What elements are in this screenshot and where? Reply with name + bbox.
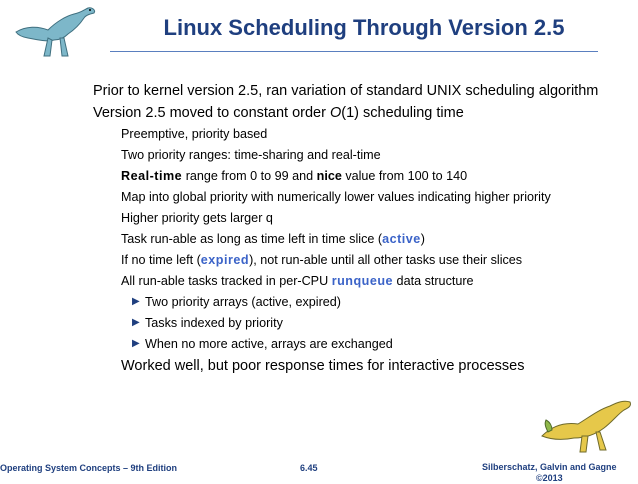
item-higher-priority: Higher priority gets larger q (121, 211, 273, 225)
footer-left-text: Operating System Concepts – 9th Edition (0, 463, 178, 473)
triangle-bullet-icon: ▶ (132, 317, 140, 328)
active-keyword: active (382, 232, 421, 246)
item-arrays-exchanged (132, 336, 623, 352)
item-realtime-range (121, 168, 623, 184)
slide-content (93, 82, 623, 379)
item-worked-well: Worked well, but poor response times for interactive processes (121, 358, 525, 374)
task-post-text: ) (420, 232, 425, 246)
item-tasks-indexed (132, 315, 623, 331)
item-no-time-left (121, 252, 623, 268)
bullet-version-text-end: (1) scheduling time (341, 105, 464, 121)
footer-authors-line1: Silberschatz, Galvin and Gagne (482, 462, 617, 472)
realtime-end-text: value from 100 to 140 (341, 169, 468, 183)
item-task-runable (121, 231, 623, 247)
item-two-arrays (132, 294, 623, 310)
bullet-version-text: Version 2.5 moved to constant order (93, 105, 330, 121)
footer-book-title (0, 463, 177, 473)
title-divider (110, 51, 598, 52)
runq-post-text: data structure (393, 274, 474, 288)
nice-keyword: nice (316, 169, 342, 183)
dinosaur-logo-icon (8, 4, 100, 62)
two-arrays-text: Two priority arrays (active, expired) (145, 295, 341, 309)
triangle-bullet-icon: ▶ (132, 296, 140, 307)
footer-authors (482, 462, 617, 484)
realtime-keyword: Real-time (121, 169, 183, 183)
bullet-version-2-5 (93, 104, 623, 122)
item-runqueue (121, 273, 623, 289)
slide-title: Linux Scheduling Through Version 2.5 (163, 15, 565, 40)
item-map-global-priority: Map into global priority with numerically lower values indicating higher priority (121, 190, 551, 204)
item-priority-ranges: Two priority ranges: time-sharing and real-time (121, 148, 381, 162)
triangle-bullet-icon: ▶ (132, 338, 140, 349)
realtime-mid-text: range from 0 to 99 and (182, 169, 317, 183)
task-pre-text: Task run-able as long as time left in time slice ( (121, 232, 383, 246)
notime-post-text: ), not run-able until all other tasks use their slices (249, 253, 523, 267)
footer-page-number: 6.45 (300, 463, 318, 473)
footer-copyright: ©2013 (535, 473, 563, 483)
item-preemptive: Preemptive, priority based (121, 127, 268, 141)
runqueue-keyword: runqueue (331, 274, 394, 288)
expired-keyword: expired (200, 253, 250, 267)
tasks-indexed-text: Tasks indexed by priority (145, 316, 283, 330)
runq-pre-text: All run-able tasks tracked in per-CPU (121, 274, 332, 288)
bullet-prior-kernel: Prior to kernel version 2.5, ran variation of standard UNIX scheduling algorithm (93, 83, 599, 99)
arrays-exchanged-text: When no more active, arrays are exchanged (145, 337, 393, 351)
big-o-italic: O (329, 105, 342, 121)
dinosaur-footer-icon (538, 392, 634, 456)
notime-pre-text: If no time left ( (121, 253, 201, 267)
